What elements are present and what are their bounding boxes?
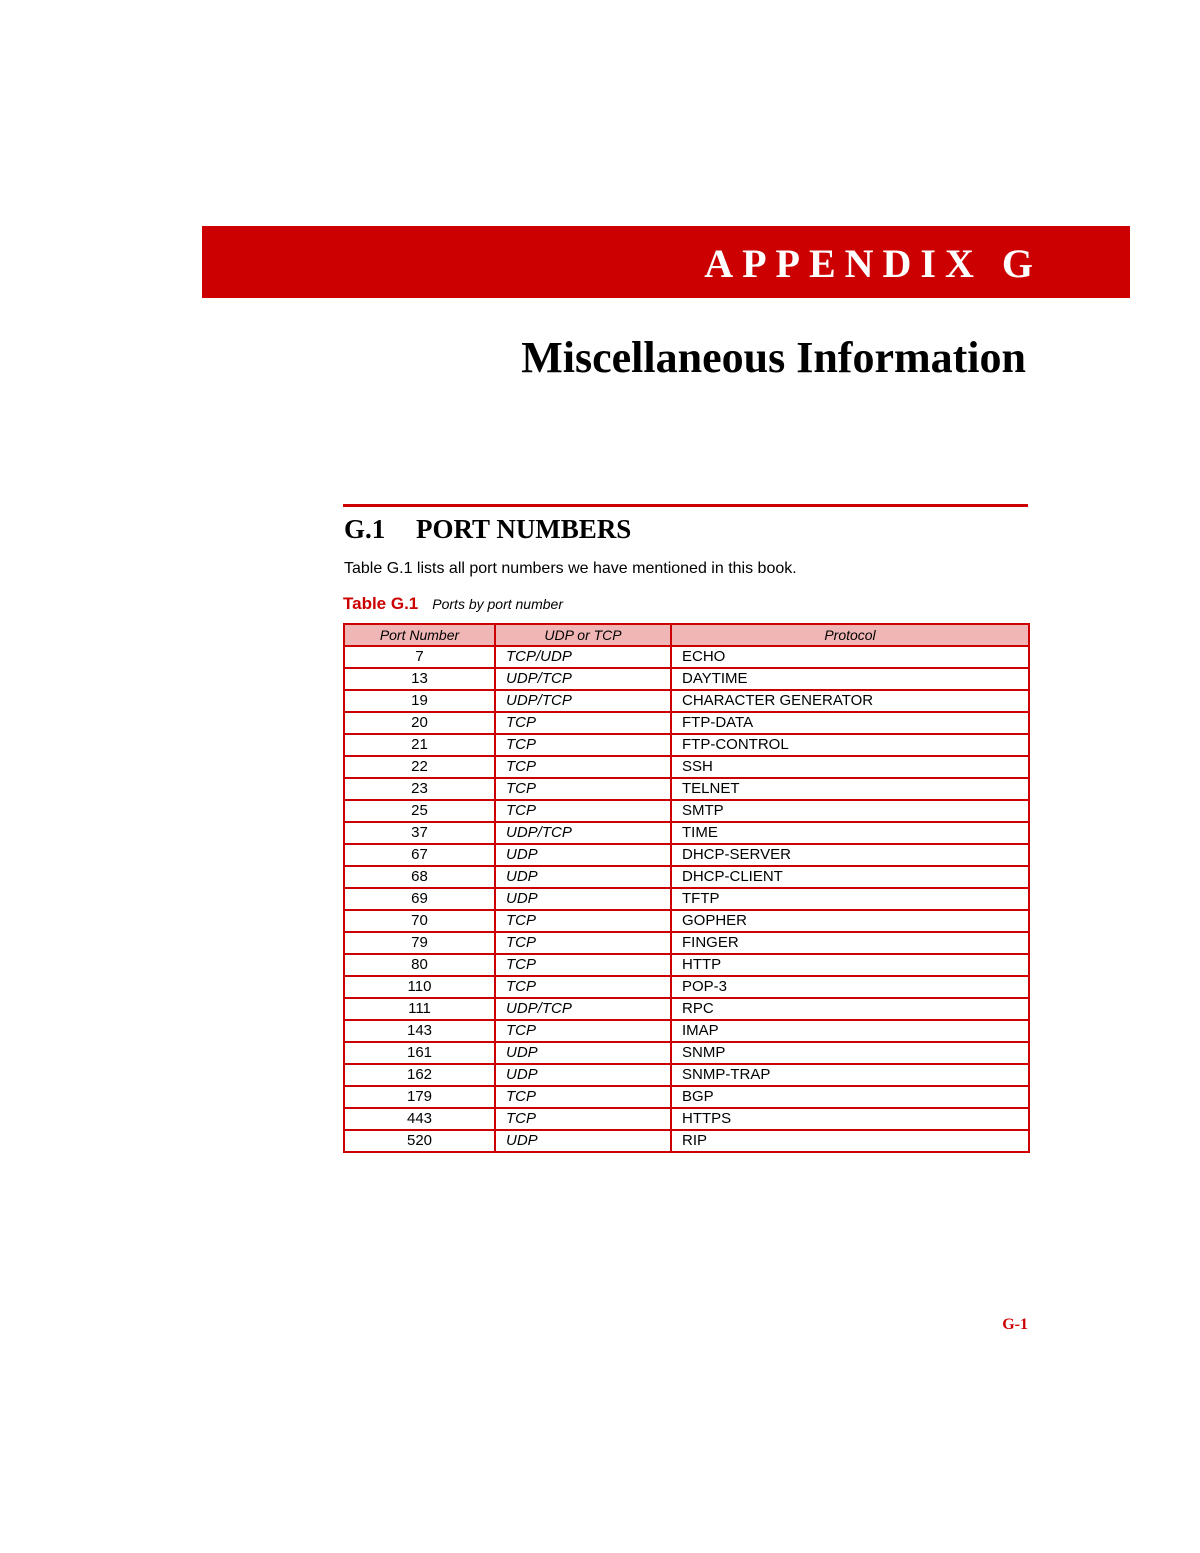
table-row [344,976,1029,998]
transport-cell: TCP [495,954,671,976]
table-row [344,800,1029,822]
transport-cell: UDP [495,888,671,910]
transport-cell: TCP [495,734,671,756]
port-number-cell: 161 [344,1042,495,1064]
transport-cell: UDP [495,1064,671,1086]
protocol-cell: HTTP [671,954,1029,976]
transport-cell: UDP/TCP [495,690,671,712]
protocol-cell: RPC [671,998,1029,1020]
protocol-cell: SNMP-TRAP [671,1064,1029,1086]
transport-cell: UDP/TCP [495,998,671,1020]
transport-cell: TCP [495,932,671,954]
protocol-cell: HTTPS [671,1108,1029,1130]
transport-cell: TCP [495,756,671,778]
table-row [344,668,1029,690]
transport-cell: UDP [495,866,671,888]
port-number-cell: 67 [344,844,495,866]
transport-cell: TCP [495,712,671,734]
table-label: Table G.1 [343,594,419,613]
protocol-cell: SMTP [671,800,1029,822]
port-number-cell: 20 [344,712,495,734]
port-number-cell: 162 [344,1064,495,1086]
port-number-cell: 69 [344,888,495,910]
table-row [344,1130,1029,1152]
table-row [344,1020,1029,1042]
column-header-port-number: Port Number [344,624,495,646]
table-row [344,1042,1029,1064]
port-number-cell: 110 [344,976,495,998]
transport-cell: TCP [495,800,671,822]
transport-cell: TCP/UDP [495,646,671,668]
table-row [344,910,1029,932]
port-number-cell: 111 [344,998,495,1020]
protocol-cell: TELNET [671,778,1029,800]
table-row [344,932,1029,954]
table-row [344,1064,1029,1086]
table-caption [343,594,563,614]
port-number-cell: 21 [344,734,495,756]
table-description: Ports by port number [432,596,563,612]
section-heading [344,514,631,545]
table-row [344,756,1029,778]
section-number: G.1 [344,514,386,544]
transport-cell: TCP [495,1108,671,1130]
port-number-cell: 37 [344,822,495,844]
table-row [344,1108,1029,1130]
protocol-cell: FTP-CONTROL [671,734,1029,756]
table-row [344,954,1029,976]
protocol-cell: SNMP [671,1042,1029,1064]
table-row [344,712,1029,734]
port-number-cell: 23 [344,778,495,800]
intro-paragraph: Table G.1 lists all port numbers we have mentioned in this book. [344,560,797,577]
port-number-cell: 22 [344,756,495,778]
port-number-cell: 13 [344,668,495,690]
transport-cell: TCP [495,778,671,800]
port-number-cell: 143 [344,1020,495,1042]
port-number-cell: 68 [344,866,495,888]
port-number-cell: 79 [344,932,495,954]
protocol-cell: RIP [671,1130,1029,1152]
table-row [344,888,1029,910]
ports-table-body [344,646,1029,1152]
port-number-cell: 70 [344,910,495,932]
table-row [344,866,1029,888]
transport-cell: TCP [495,1086,671,1108]
protocol-cell: BGP [671,1086,1029,1108]
protocol-cell: DHCP-CLIENT [671,866,1029,888]
port-number-cell: 19 [344,690,495,712]
table-row [344,734,1029,756]
column-header-protocol: Protocol [671,624,1029,646]
protocol-cell: CHARACTER GENERATOR [671,690,1029,712]
transport-cell: UDP [495,1042,671,1064]
table-row [344,778,1029,800]
protocol-cell: SSH [671,756,1029,778]
transport-cell: TCP [495,1020,671,1042]
page-number: G-1 [1002,1316,1028,1333]
protocol-cell: TFTP [671,888,1029,910]
port-number-cell: 25 [344,800,495,822]
protocol-cell: POP-3 [671,976,1029,998]
table-row [344,1086,1029,1108]
ports-table [343,623,1030,1153]
section-title: PORT NUMBERS [416,514,632,544]
port-number-cell: 443 [344,1108,495,1130]
table-row [344,646,1029,668]
protocol-cell: FINGER [671,932,1029,954]
table-header-row [344,624,1029,646]
protocol-cell: DHCP-SERVER [671,844,1029,866]
transport-cell: UDP/TCP [495,822,671,844]
protocol-cell: ECHO [671,646,1029,668]
protocol-cell: IMAP [671,1020,1029,1042]
protocol-cell: DAYTIME [671,668,1029,690]
chapter-title: Miscellaneous Information [521,333,1026,382]
protocol-cell: FTP-DATA [671,712,1029,734]
transport-cell: TCP [495,976,671,998]
table-row [344,822,1029,844]
table-row [344,844,1029,866]
transport-cell: TCP [495,910,671,932]
protocol-cell: GOPHER [671,910,1029,932]
port-number-cell: 7 [344,646,495,668]
protocol-cell: TIME [671,822,1029,844]
column-header-udp-or-tcp: UDP or TCP [495,624,671,646]
transport-cell: UDP [495,844,671,866]
port-number-cell: 520 [344,1130,495,1152]
transport-cell: UDP/TCP [495,668,671,690]
table-row [344,690,1029,712]
table-row [344,998,1029,1020]
section-rule [343,504,1028,507]
port-number-cell: 80 [344,954,495,976]
appendix-banner [202,226,1130,298]
transport-cell: UDP [495,1130,671,1152]
port-number-cell: 179 [344,1086,495,1108]
appendix-label: APPENDIX G [704,241,1042,286]
